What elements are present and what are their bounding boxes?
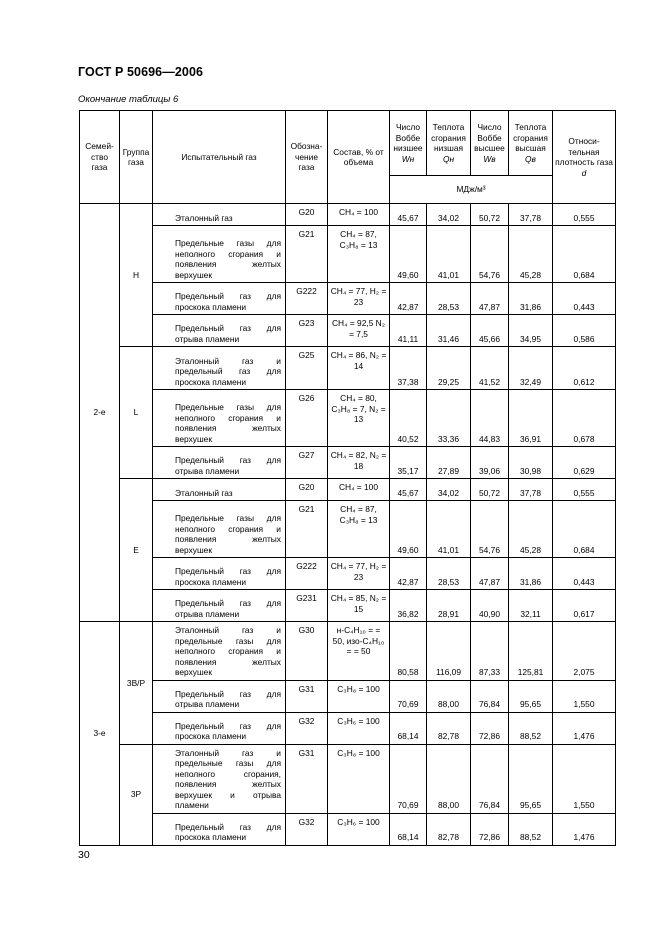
density-cell: 0,443 — [553, 558, 616, 590]
heat-high-cell: 37,78 — [509, 204, 553, 226]
test-gas-cell: Предельный газ для отрыва пламени — [153, 680, 286, 712]
designation-cell: G27 — [286, 447, 328, 479]
wobbe-low-cell: 80,58 — [390, 622, 427, 681]
table-row — [80, 283, 616, 315]
table-row — [80, 680, 616, 712]
wobbe-low-cell: 36,82 — [390, 590, 427, 622]
composition-cell: CH₄ = 86, N₂ = 14 — [328, 347, 390, 390]
table-row — [80, 204, 616, 226]
table-row — [80, 622, 616, 681]
composition-cell: CH₄ = 100 — [328, 479, 390, 501]
wobbe-low-cell: 68,14 — [390, 712, 427, 744]
density-cell: 1,550 — [553, 744, 616, 813]
header-test-gas: Испытательный газ — [153, 111, 286, 204]
wobbe-high-cell: 45,66 — [471, 315, 509, 347]
wobbe-high-cell: 54,76 — [471, 226, 509, 283]
heat-high-cell: 31,86 — [509, 558, 553, 590]
wobbe-high-cell: 47,87 — [471, 558, 509, 590]
density-cell: 0,684 — [553, 501, 616, 558]
wobbe-low-cell: 35,17 — [390, 447, 427, 479]
composition-cell: CH₄ = 77, H₂ = 23 — [328, 558, 390, 590]
test-gas-cell: Предельные газы для неполного сгорания и появления желтых верхушек — [153, 226, 286, 283]
density-cell: 0,678 — [553, 390, 616, 447]
heat-high-cell: 88,52 — [509, 712, 553, 744]
designation-cell: G31 — [286, 744, 328, 813]
heat-low-cell: 82,78 — [427, 813, 471, 845]
wobbe-high-cell: 40,90 — [471, 590, 509, 622]
heat-high-cell: 45,28 — [509, 501, 553, 558]
wobbe-high-cell: 72,86 — [471, 712, 509, 744]
wobbe-high-cell: 72,86 — [471, 813, 509, 845]
heat-high-cell: 88,52 — [509, 813, 553, 845]
density-cell: 0,555 — [553, 479, 616, 501]
heat-low-cell: 28,91 — [427, 590, 471, 622]
group-cell: H — [120, 204, 153, 347]
density-cell: 0,443 — [553, 283, 616, 315]
composition-cell: CH₄ = 80, C₃H₈ = 7, N₂ = 13 — [328, 390, 390, 447]
heat-low-cell: 34,02 — [427, 479, 471, 501]
test-gas-cell: Эталонный газ — [153, 204, 286, 226]
header-wobbe-high: Число Воббе высшее Wв — [471, 111, 509, 176]
table-row — [80, 390, 616, 447]
heat-high-cell: 31,86 — [509, 283, 553, 315]
heat-low-cell: 41,01 — [427, 501, 471, 558]
designation-cell: G32 — [286, 813, 328, 845]
wobbe-high-cell: 76,84 — [471, 744, 509, 813]
header-unit: МДж/м³ — [390, 176, 553, 204]
composition-cell: CH₄ = 87, C₃H₈ = 13 — [328, 226, 390, 283]
test-gas-cell: Предельный газ для проскока пламени — [153, 283, 286, 315]
test-gas-cell: Предельный газ для отрыва пламени — [153, 447, 286, 479]
wobbe-high-cell: 54,76 — [471, 501, 509, 558]
density-cell: 0,586 — [553, 315, 616, 347]
composition-cell: н-C₄H₁₀ = = 50, изо-C₄H₁₀ = = 50 — [328, 622, 390, 681]
document-title: ГОСТ Р 50696—2006 — [78, 65, 204, 79]
table-body — [80, 204, 616, 846]
designation-cell: G21 — [286, 226, 328, 283]
wobbe-high-cell: 76,84 — [471, 680, 509, 712]
table-row — [80, 590, 616, 622]
table-row — [80, 347, 616, 390]
wobbe-low-cell: 40,52 — [390, 390, 427, 447]
heat-low-cell: 28,53 — [427, 558, 471, 590]
designation-cell: G20 — [286, 204, 328, 226]
heat-high-cell: 36,91 — [509, 390, 553, 447]
composition-cell: CH₄ = 87, C₃H₈ = 13 — [328, 501, 390, 558]
header-wobbe-low: Число Воббе низшее Wн — [390, 111, 427, 176]
composition-cell: CH₄ = 85, N₂ = 15 — [328, 590, 390, 622]
test-gas-cell: Предельный газ для проскока пламени — [153, 813, 286, 845]
wobbe-low-cell: 45,67 — [390, 479, 427, 501]
header-density: Относи-тельная плотность газа d — [553, 111, 616, 204]
test-gas-cell: Эталонный газ и предельные газы для неполного сгорания и появления желтых верхушек — [153, 622, 286, 681]
density-cell: 1,476 — [553, 712, 616, 744]
heat-high-cell: 95,65 — [509, 744, 553, 813]
heat-low-cell: 31,46 — [427, 315, 471, 347]
density-cell: 2,075 — [553, 622, 616, 681]
composition-cell: C₃H₆ = 100 — [328, 712, 390, 744]
density-cell: 0,629 — [553, 447, 616, 479]
gas-table — [79, 110, 616, 846]
family-cell: 2-е — [80, 204, 120, 622]
designation-cell: G23 — [286, 315, 328, 347]
table-row — [80, 315, 616, 347]
heat-high-cell: 95,65 — [509, 680, 553, 712]
heat-high-cell: 32,49 — [509, 347, 553, 390]
table-row — [80, 479, 616, 501]
test-gas-cell: Предельный газ для проскока пламени — [153, 712, 286, 744]
header-heat-high: Теплота сгорания высшая Qв — [509, 111, 553, 176]
header-designation: Обозна-чение газа — [286, 111, 328, 204]
density-cell: 1,550 — [553, 680, 616, 712]
wobbe-high-cell: 47,87 — [471, 283, 509, 315]
group-cell: L — [120, 347, 153, 479]
wobbe-low-cell: 42,87 — [390, 558, 427, 590]
table-row — [80, 558, 616, 590]
heat-low-cell: 27,89 — [427, 447, 471, 479]
density-cell: 0,612 — [553, 347, 616, 390]
wobbe-high-cell: 50,72 — [471, 204, 509, 226]
heat-low-cell: 88,00 — [427, 680, 471, 712]
heat-low-cell: 33,36 — [427, 390, 471, 447]
header-group: Группа газа — [120, 111, 153, 204]
composition-cell: CH₄ = 82, N₂ = 18 — [328, 447, 390, 479]
test-gas-cell: Эталонный газ и предельные газы для неполного сгорания, появления желтых верхушек и отрыва пламени — [153, 744, 286, 813]
wobbe-low-cell: 41,11 — [390, 315, 427, 347]
wobbe-low-cell: 70,69 — [390, 744, 427, 813]
composition-cell: CH₄ = 92,5 N₂ = 7,5 — [328, 315, 390, 347]
wobbe-high-cell: 87,33 — [471, 622, 509, 681]
wobbe-low-cell: 49,60 — [390, 226, 427, 283]
heat-low-cell: 82,78 — [427, 712, 471, 744]
wobbe-high-cell: 44,83 — [471, 390, 509, 447]
heat-high-cell: 30,98 — [509, 447, 553, 479]
heat-low-cell: 41,01 — [427, 226, 471, 283]
designation-cell: G32 — [286, 712, 328, 744]
wobbe-low-cell: 37,38 — [390, 347, 427, 390]
wobbe-low-cell: 49,60 — [390, 501, 427, 558]
heat-low-cell: 29,25 — [427, 347, 471, 390]
table-caption: Окончание таблицы 6 — [78, 94, 179, 105]
composition-cell: C₃H₈ = 100 — [328, 680, 390, 712]
family-cell: 3-е — [80, 622, 120, 846]
designation-cell: G222 — [286, 283, 328, 315]
test-gas-cell: Предельный газ для отрыва пламени — [153, 590, 286, 622]
table-row — [80, 712, 616, 744]
density-cell: 0,555 — [553, 204, 616, 226]
wobbe-low-cell: 45,67 — [390, 204, 427, 226]
designation-cell: G222 — [286, 558, 328, 590]
composition-cell: CH₄ = 100 — [328, 204, 390, 226]
wobbe-high-cell: 39,06 — [471, 447, 509, 479]
header-row — [80, 111, 616, 176]
header-composition: Состав, % от объема — [328, 111, 390, 204]
header-heat-low: Теплота сгорания низшая Qн — [427, 111, 471, 176]
table-row — [80, 744, 616, 813]
heat-high-cell: 32,11 — [509, 590, 553, 622]
heat-low-cell: 34,02 — [427, 204, 471, 226]
heat-low-cell: 116,09 — [427, 622, 471, 681]
test-gas-cell: Эталонный газ и предельный газ для проскока пламени — [153, 347, 286, 390]
wobbe-low-cell: 42,87 — [390, 283, 427, 315]
wobbe-high-cell: 50,72 — [471, 479, 509, 501]
page-number: 30 — [78, 849, 90, 861]
density-cell: 1,476 — [553, 813, 616, 845]
table-row — [80, 813, 616, 845]
heat-low-cell: 88,00 — [427, 744, 471, 813]
group-cell: 3B/P — [120, 622, 153, 745]
designation-cell: G31 — [286, 680, 328, 712]
density-cell: 0,617 — [553, 590, 616, 622]
table-row — [80, 226, 616, 283]
wobbe-low-cell: 68,14 — [390, 813, 427, 845]
header-family: Семей-ство газа — [80, 111, 120, 204]
heat-high-cell: 34,95 — [509, 315, 553, 347]
group-cell: 3P — [120, 744, 153, 845]
composition-cell: CH₄ = 77, H₂ = 23 — [328, 283, 390, 315]
test-gas-cell: Предельные газы для неполного сгорания и появления желтых верхушек — [153, 390, 286, 447]
designation-cell: G26 — [286, 390, 328, 447]
heat-low-cell: 28,53 — [427, 283, 471, 315]
designation-cell: G20 — [286, 479, 328, 501]
designation-cell: G231 — [286, 590, 328, 622]
heat-high-cell: 37,78 — [509, 479, 553, 501]
designation-cell: G30 — [286, 622, 328, 681]
test-gas-cell: Предельные газы для неполного сгорания и появления желтых верхушек — [153, 501, 286, 558]
density-cell: 0,684 — [553, 226, 616, 283]
test-gas-cell: Предельный газ для отрыва пламени — [153, 315, 286, 347]
group-cell: E — [120, 479, 153, 622]
designation-cell: G25 — [286, 347, 328, 390]
wobbe-high-cell: 41,52 — [471, 347, 509, 390]
composition-cell: C₃H₆ = 100 — [328, 813, 390, 845]
composition-cell: C₃H₈ = 100 — [328, 744, 390, 813]
heat-high-cell: 45,28 — [509, 226, 553, 283]
table-row — [80, 447, 616, 479]
heat-high-cell: 125,81 — [509, 622, 553, 681]
table-row — [80, 501, 616, 558]
test-gas-cell: Предельный газ для проскока пламени — [153, 558, 286, 590]
designation-cell: G21 — [286, 501, 328, 558]
test-gas-cell: Эталонный газ — [153, 479, 286, 501]
wobbe-low-cell: 70,69 — [390, 680, 427, 712]
